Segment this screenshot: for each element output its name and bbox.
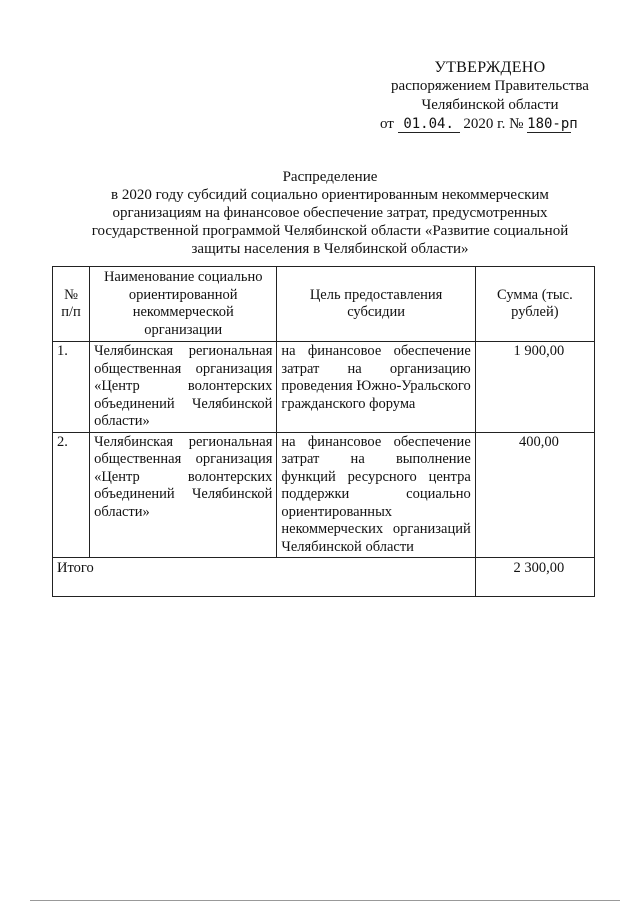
scan-edge-line xyxy=(30,900,620,901)
document-title xyxy=(80,168,580,258)
title-line-1: Распределение xyxy=(282,169,378,185)
approval-stamp xyxy=(380,58,600,134)
row-goal: на финансовое обеспечение затрат на выполнение функций ресурсного центра поддержки социально ориентированных некоммерческих организаций Челябинской области xyxy=(277,432,475,558)
row-sum: 1 900,00 xyxy=(475,342,594,433)
title-line-3: организациям на финансовое обеспечение затрат, предусмотренных xyxy=(112,205,548,221)
title-line-2: в 2020 году субсидий социально ориентированным некоммерческим xyxy=(111,187,549,203)
total-row xyxy=(53,558,595,597)
distribution-table xyxy=(52,266,595,597)
row-goal: на финансовое обеспечение затрат на организацию проведения Южно-Уральского гражданского форума xyxy=(277,342,475,433)
header-sum: Сумма (тыс. рублей) xyxy=(475,267,594,342)
table-row xyxy=(53,432,595,558)
approval-heading: УТВЕРЖДЕНО xyxy=(434,59,546,76)
year-text: 2020 г. № xyxy=(463,116,524,132)
title-line-5: защиты населения в Челябинской области» xyxy=(191,241,469,257)
date-prefix: от xyxy=(380,116,394,132)
header-goal: Цель предоставления субсидии xyxy=(277,267,475,342)
table-header-row xyxy=(53,267,595,342)
row-num: 2. xyxy=(53,432,90,558)
table-row xyxy=(53,342,595,433)
row-org: Челябинская региональная общественная организация «Центр волонтерских объединений Челябинской области» xyxy=(90,342,277,433)
order-number: 180-рп xyxy=(527,116,578,132)
total-label: Итого xyxy=(53,558,476,597)
date-value: 01.04. xyxy=(398,117,460,133)
title-line-4: государственной программой Челябинской области «Развитие социальной xyxy=(91,223,569,239)
approval-line-1: распоряжением Правительства xyxy=(391,78,589,94)
total-sum: 2 300,00 xyxy=(475,558,594,597)
header-num: № п/п xyxy=(53,267,90,342)
header-org: Наименование социально ориентированной некоммерческой организации xyxy=(90,267,277,342)
approval-date-line xyxy=(380,115,600,134)
row-sum: 400,00 xyxy=(475,432,594,558)
row-org: Челябинская региональная общественная организация «Центр волонтерских объединений Челябинской области» xyxy=(90,432,277,558)
row-num: 1. xyxy=(53,342,90,433)
approval-line-2: Челябинской области xyxy=(421,97,559,113)
